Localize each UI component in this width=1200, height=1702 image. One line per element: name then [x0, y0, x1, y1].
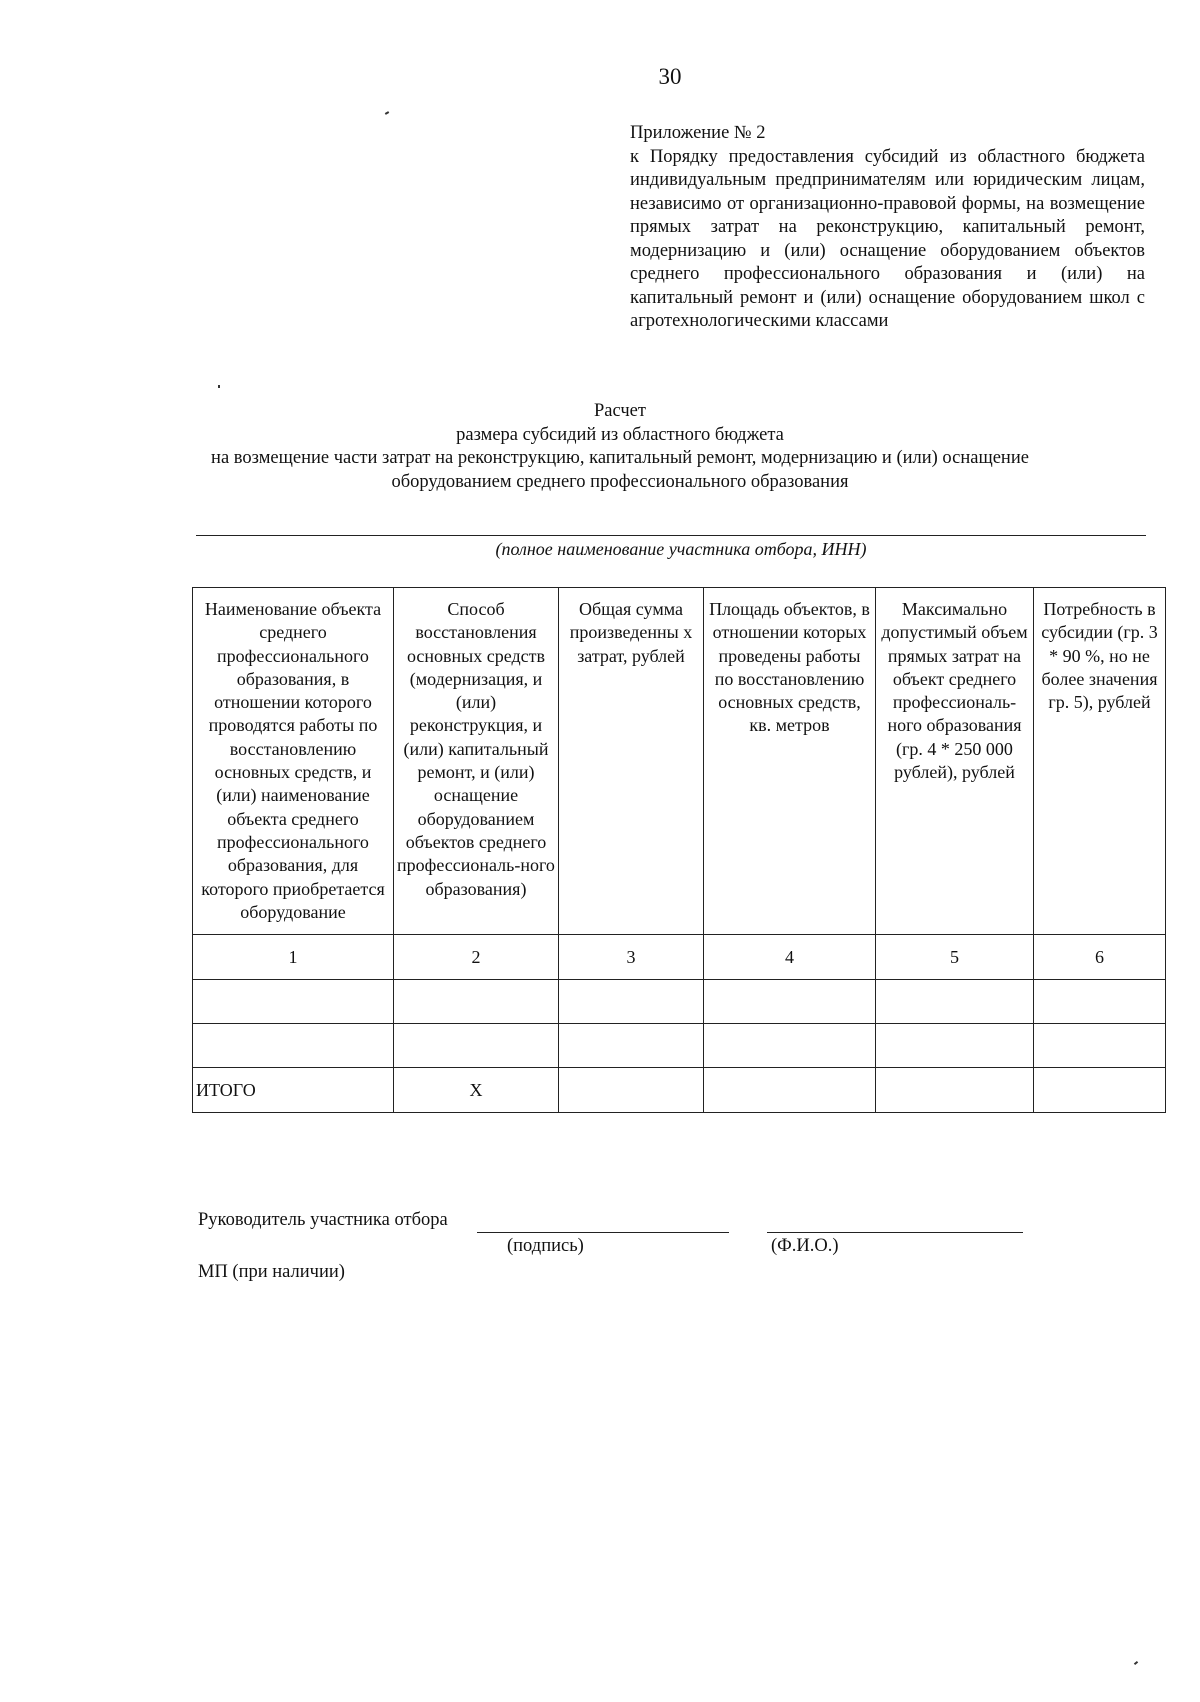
table-cell[interactable]: [394, 980, 559, 1024]
total-label: ИТОГО: [193, 1068, 394, 1113]
appendix-title: Приложение № 2: [630, 123, 766, 143]
header-total-costs: Общая сумма произведенны х затрат, рублей: [559, 588, 704, 935]
column-number: 6: [1034, 935, 1166, 980]
signature-caption: (подпись): [507, 1236, 584, 1256]
head-label: Руководитель участника отбора: [198, 1210, 448, 1230]
total-cell[interactable]: [876, 1068, 1034, 1113]
table-header-row: [193, 588, 1166, 935]
table-row: [193, 1024, 1166, 1068]
title-line-1: Расчет: [594, 401, 646, 421]
scan-speck: [1134, 1661, 1138, 1665]
title-line-3: на возмещение части затрат на реконструкцию, капитальный ремонт, модернизацию и (или) оснащение: [211, 448, 1029, 468]
table-cell[interactable]: [394, 1024, 559, 1068]
participant-name-line[interactable]: [196, 535, 1146, 536]
signature-line[interactable]: [477, 1232, 729, 1233]
stamp-label: МП (при наличии): [198, 1262, 345, 1282]
column-number: 2: [394, 935, 559, 980]
header-max-costs: Максимально допустимый объем прямых затрат на объект среднего профессиональ-ного образования (гр. 4 * 250 000 рублей), рублей: [876, 588, 1034, 935]
table-cell[interactable]: [876, 1024, 1034, 1068]
table-cell[interactable]: [704, 980, 876, 1024]
title-line-4: оборудованием среднего профессионального образования: [391, 471, 849, 492]
participant-caption: (полное наименование участника отбора, ИНН): [495, 539, 867, 559]
total-row: [193, 1068, 1166, 1113]
table-cell[interactable]: [559, 980, 704, 1024]
column-number: 5: [876, 935, 1034, 980]
title-line-2: размера субсидий из областного бюджета: [456, 424, 784, 445]
total-col2-mark: X: [394, 1068, 559, 1113]
appendix-text: к Порядку предоставления субсидий из областного бюджета индивидуальным предпринимателям или юридическим лицам, независимо от организационно-правовой формы, на возмещение прямых затрат на реконструкцию, капитальный ремонт, модернизацию и (или) оснащение оборудованием объектов среднего профессионального образования и (или) на капитальный ремонт и (или) оснащение оборудованием школ с агротехнологическими классами: [630, 146, 1145, 331]
scan-speck: [385, 111, 389, 115]
header-area: Площадь объектов, в отношении которых проведены работы по восстановлению основных средств, кв. метров: [704, 588, 876, 935]
total-cell[interactable]: [1034, 1068, 1166, 1113]
page-number: 30: [658, 64, 682, 89]
name-line[interactable]: [767, 1232, 1023, 1233]
header-object-name: Наименование объекта среднего профессионального образования, в отношении которого проводятся работы по восстановлению основных средств, и (или) наименование объекта среднего профессионального образования, для которого приобретается оборудование: [193, 588, 394, 935]
column-number-row: [193, 935, 1166, 980]
table-cell[interactable]: [876, 980, 1034, 1024]
table-row: [193, 980, 1166, 1024]
column-number: 1: [193, 935, 394, 980]
column-number: 4: [704, 935, 876, 980]
table-cell[interactable]: [1034, 1024, 1166, 1068]
header-restoration-method: Способ восстановления основных средств (модернизация, и (или) реконструкция, и (или) капитальный ремонт, и (или) оснащение оборудованием объектов среднего профессиональ-ного образования): [394, 588, 559, 935]
table-cell[interactable]: [193, 980, 394, 1024]
column-number: 3: [559, 935, 704, 980]
scan-speck: [218, 385, 220, 388]
table-cell[interactable]: [704, 1024, 876, 1068]
calculation-table: [192, 587, 1166, 1113]
table-cell[interactable]: [193, 1024, 394, 1068]
document-title: [150, 400, 1090, 494]
table-cell[interactable]: [559, 1024, 704, 1068]
total-cell[interactable]: [704, 1068, 876, 1113]
total-cell[interactable]: [559, 1068, 704, 1113]
appendix-block: [630, 122, 1145, 334]
header-subsidy-need: Потребность в субсидии (гр. 3 * 90 %, но не более значения гр. 5), рублей: [1034, 588, 1166, 935]
name-caption: (Ф.И.О.): [771, 1236, 839, 1256]
table-cell[interactable]: [1034, 980, 1166, 1024]
